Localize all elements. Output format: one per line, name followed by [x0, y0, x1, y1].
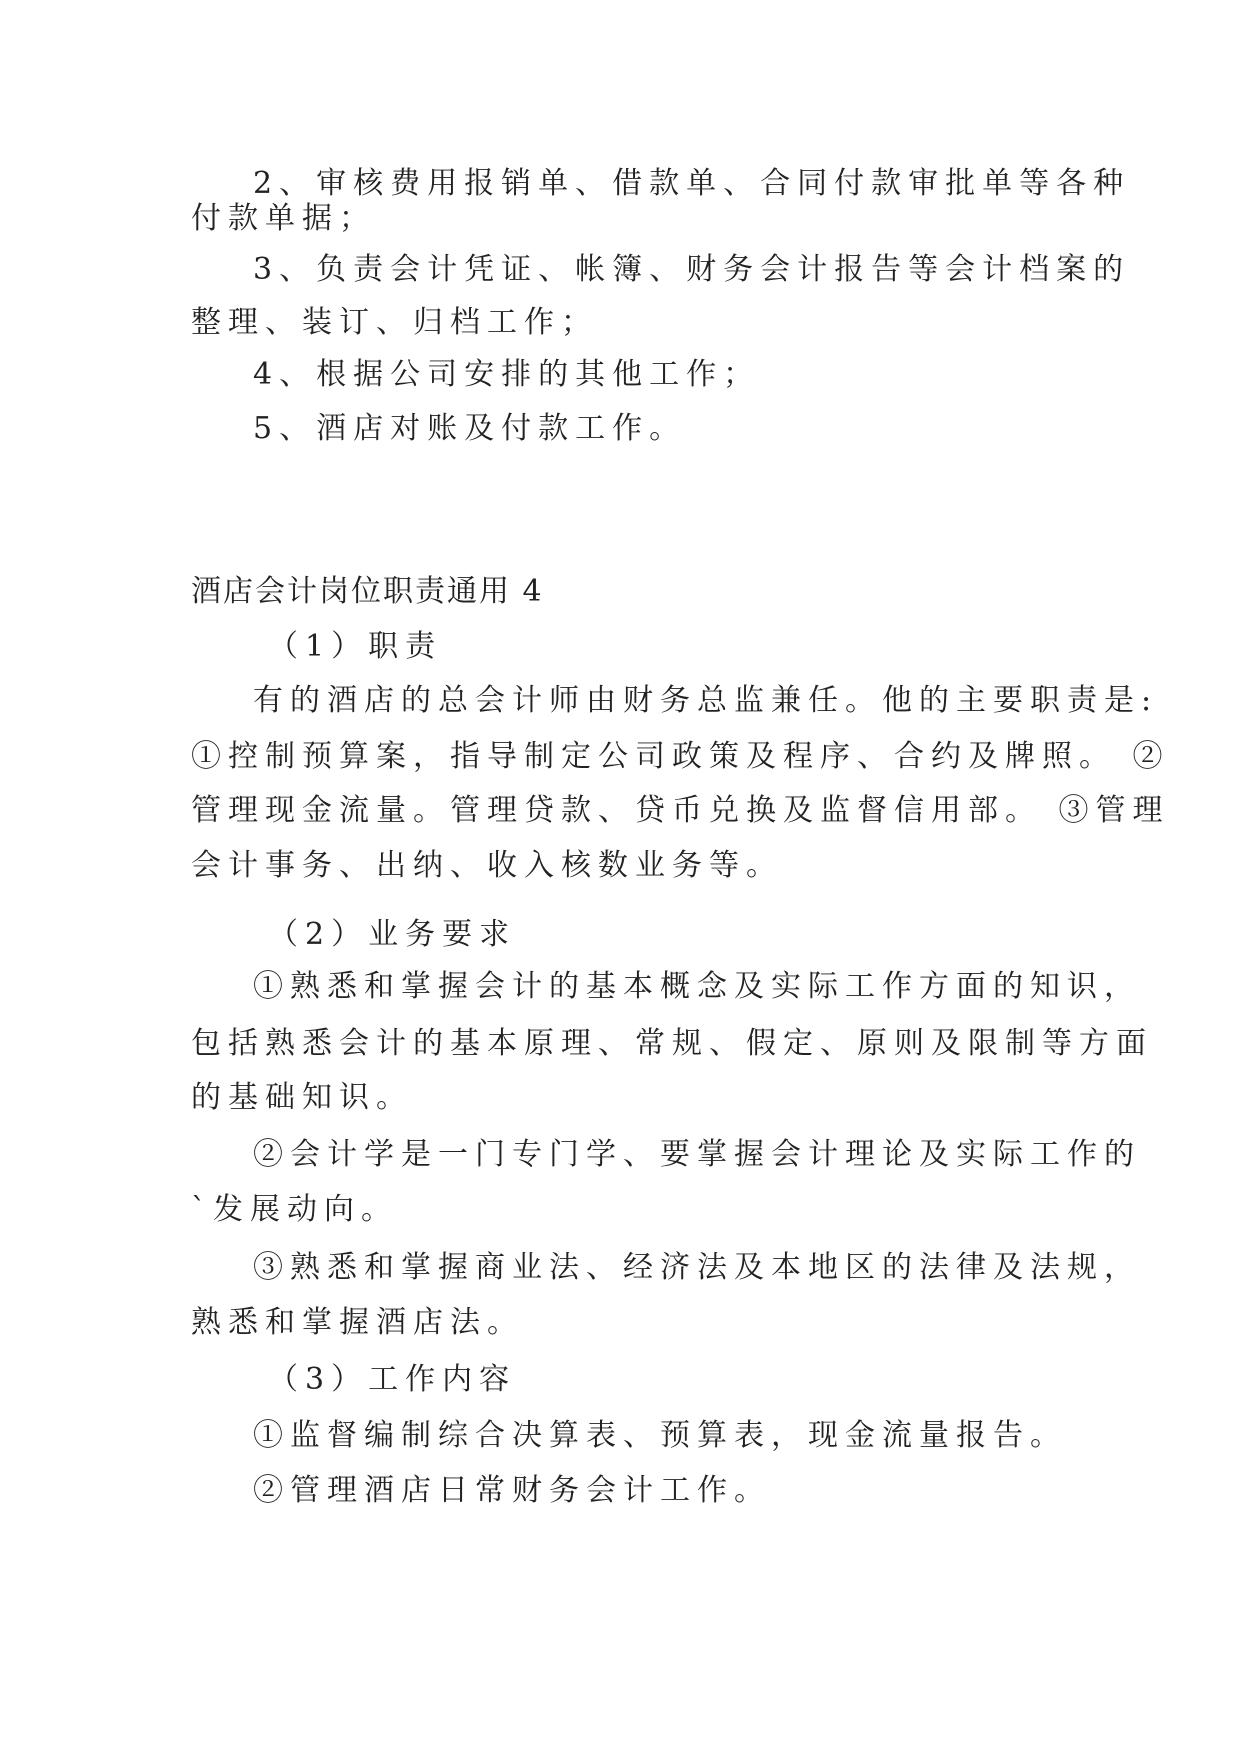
- paragraph-line: 4、根据公司安排的其他工作；: [253, 357, 761, 392]
- paragraph-line: 5、酒店对账及付款工作。: [253, 411, 687, 446]
- paragraph-line: 的基础知识。: [191, 1080, 413, 1115]
- paragraph-line: ②会计学是一门专门学、要掌握会计理论及实际工作的: [253, 1137, 1141, 1172]
- paragraph-line: ①控制预算案，指导制定公司政策及程序、合约及牌照。 ②: [191, 739, 1170, 774]
- subsection-heading: （1）职责: [268, 629, 443, 664]
- section-heading: 酒店会计岗位职责通用 4: [191, 574, 544, 609]
- paragraph-line: 2、审核费用报销单、借款单、合同付款审批单等各种: [253, 166, 1131, 201]
- paragraph-line: ②管理酒店日常财务会计工作。: [253, 1473, 771, 1508]
- paragraph-line: ①熟悉和掌握会计的基本概念及实际工作方面的知识，: [253, 969, 1141, 1004]
- paragraph-line: 3、负责会计凭证、帐簿、财务会计报告等会计档案的: [253, 252, 1131, 287]
- paragraph-line: 会计事务、出纳、收入核数业务等。: [191, 848, 783, 883]
- paragraph-line: ③熟悉和掌握商业法、经济法及本地区的法律及法规，: [253, 1250, 1141, 1285]
- paragraph-line: ①监督编制综合决算表、预算表，现金流量报告。: [253, 1418, 1067, 1453]
- paragraph-line: 管理现金流量。管理贷款、贷币兑换及监督信用部。 ③管理: [191, 793, 1170, 828]
- paragraph-line: 付款单据；: [191, 201, 376, 236]
- paragraph-line: 整理、装订、归档工作；: [191, 305, 598, 340]
- paragraph-line: 熟悉和掌握酒店法。: [191, 1305, 524, 1340]
- paragraph-line: `发展动向。: [191, 1192, 398, 1227]
- subsection-heading: （3）工作内容: [268, 1362, 517, 1397]
- paragraph-line: 有的酒店的总会计师由财务总监兼任。他的主要职责是:: [253, 683, 1159, 718]
- subsection-heading: （2）业务要求: [268, 917, 517, 952]
- paragraph-line: 包括熟悉会计的基本原理、常规、假定、原则及限制等方面: [191, 1026, 1153, 1061]
